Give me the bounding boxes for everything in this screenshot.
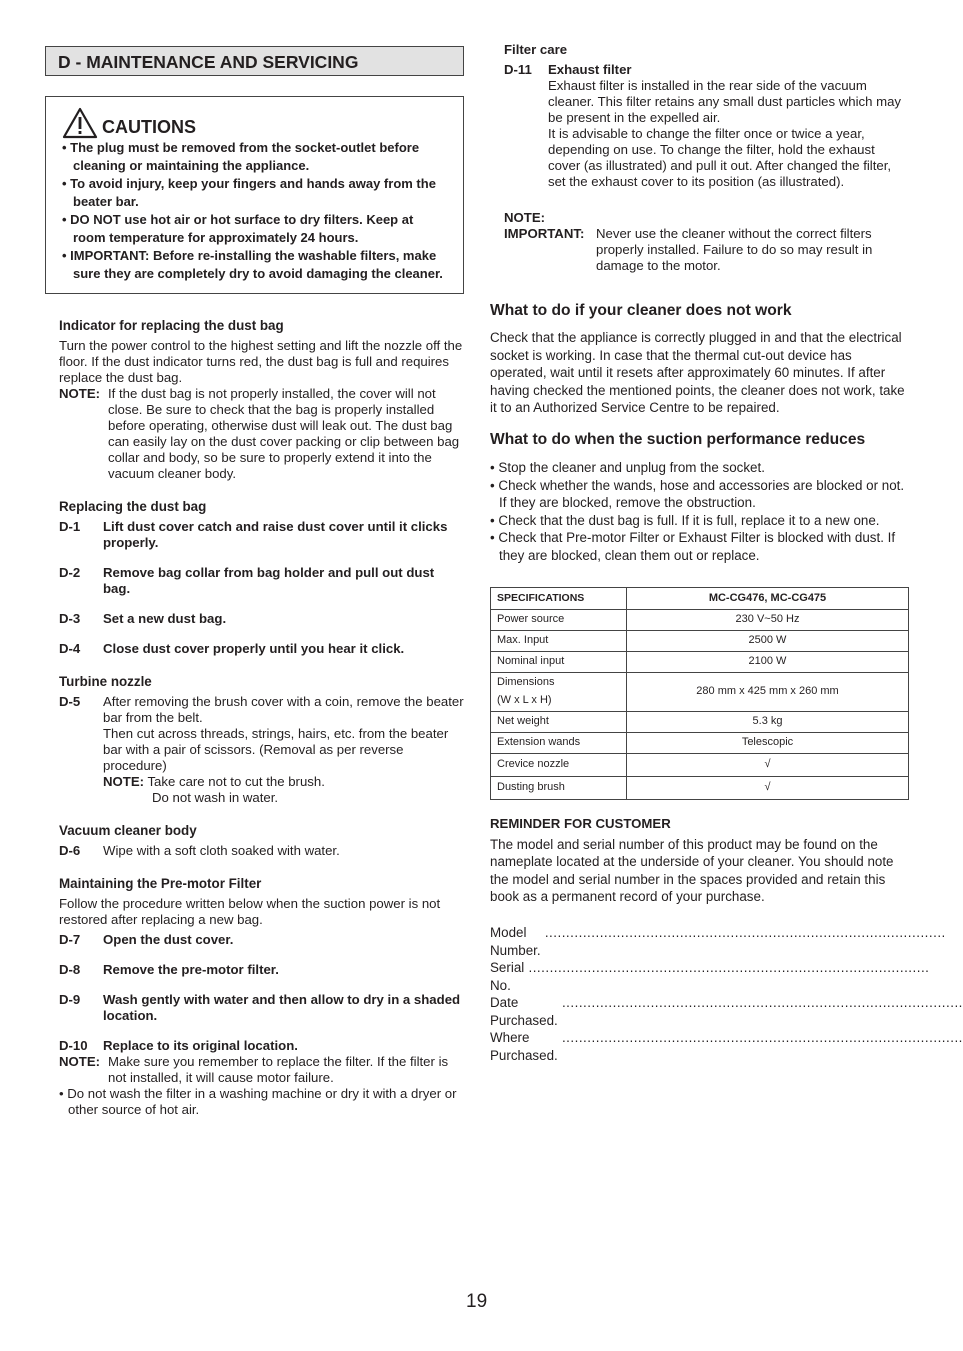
step-d8	[59, 962, 464, 978]
note-text: If the dust bag is not properly installed, the cover will not close. Be sure to check that the bag is properly installed before operating, otherwise dust will leak out. The dust bag can easily lay on the dust cover packing or clip between bag collar and body, so be sure to properly extend it into the vacuum cleaner body.	[108, 386, 460, 481]
dust-indicator-note	[59, 386, 464, 482]
field-label: Serial No.	[490, 960, 525, 993]
where-purchased-field	[490, 1029, 963, 1064]
table-header-cell: SPECIFICATIONS	[491, 587, 627, 609]
replacing-heading: Replacing the dust bag	[59, 499, 207, 514]
table-cell: 2100 W	[627, 651, 909, 672]
step-body	[103, 694, 464, 806]
step-code: D-1	[59, 519, 81, 534]
warning-triangle-icon	[62, 107, 98, 139]
note-text: Do not wash in water.	[152, 790, 279, 805]
caution-item: • IMPORTANT: Before re-installing the washable filters, make sure they are completely dry to avoid damaging the cleaner.	[62, 247, 449, 283]
table-cell: √	[627, 776, 909, 799]
table-cell: Extension wands	[491, 732, 627, 753]
step-text: Exhaust filter is installed in the rear side of the vacuum cleaner. This filter retains any small dust particles which may be present in the expelled air.	[548, 78, 902, 125]
step-text: Lift dust cover catch and raise dust cover until it clicks properly.	[103, 519, 448, 550]
filter-note-label: NOTE:	[504, 210, 546, 225]
step-text: Set a new dust bag.	[103, 611, 227, 626]
table-cell: Crevice nozzle	[491, 753, 627, 776]
step-text: Then cut across threads, strings, hairs, etc. from the beater bar with a pair of scissors. (Removal as per reverse procedure)	[103, 726, 449, 773]
field-label: Date Purchased.	[490, 995, 558, 1028]
step-d10	[59, 1038, 464, 1054]
reminder-heading: REMINDER FOR CUSTOMER	[490, 815, 671, 831]
step-d9	[59, 992, 464, 1024]
table-cell: 2500 W	[627, 630, 909, 651]
step-code: D-11	[504, 62, 532, 77]
step-text: Close dust cover properly until you hear it click.	[103, 641, 405, 656]
left-column	[45, 46, 464, 1118]
table-cell: Telescopic	[627, 732, 909, 753]
step-code: D-7	[59, 932, 81, 947]
field-line: ...............................................................................................	[557, 1030, 963, 1046]
reminder-fields	[490, 924, 963, 1065]
dust-indicator-heading: Indicator for replacing the dust bag	[59, 318, 284, 333]
step-text: Remove the pre-motor filter.	[103, 962, 279, 977]
table-cell: 280 mm x 425 mm x 260 mm	[627, 672, 909, 711]
step-d1	[59, 519, 464, 551]
field-label: Model Number.	[490, 924, 541, 958]
step-code: D-2	[59, 565, 81, 580]
step-code: D-10	[59, 1038, 88, 1053]
step-d6	[59, 843, 464, 859]
step-code: D-9	[59, 992, 81, 1007]
table-header-cell: MC-CG476, MC-CG475	[627, 587, 909, 609]
date-purchased-field	[490, 994, 963, 1029]
turbine-heading: Turbine nozzle	[59, 674, 152, 689]
reminder-text: The model and serial number of this product may be found on the nameplate located at the underside of your cleaner. You should note the model and serial number in the spaces provided and retain this book as a permanent record of your purchase.	[490, 836, 894, 905]
table-cell: Power source	[491, 609, 627, 630]
cautions-title: CAUTIONS	[102, 117, 196, 137]
important-note	[504, 226, 910, 274]
serial-number-field	[490, 959, 930, 994]
premotor-heading: Maintaining the Pre-motor Filter	[59, 876, 262, 891]
list-item: • Check that Pre-motor Filter or Exhaust Filter is blocked with dust. If they are blocked, clean them out or replace.	[490, 529, 910, 564]
table-row	[491, 651, 909, 672]
note-label: NOTE:	[59, 1054, 101, 1069]
cell-line: (W x L x H)	[497, 694, 552, 707]
field-line: ...............................................................................................	[540, 924, 946, 940]
step-d5	[59, 694, 464, 806]
table-row	[491, 776, 909, 799]
step-code: D-3	[59, 611, 81, 626]
table-row	[491, 732, 909, 753]
table-row	[491, 609, 909, 630]
table-row	[491, 630, 909, 651]
step-code: D-5	[59, 694, 81, 709]
step-code: D-6	[59, 843, 81, 858]
step-d2	[59, 565, 464, 597]
step-text: Replace to its original location.	[103, 1038, 298, 1053]
table-cell: Nominal input	[491, 651, 627, 672]
step-d7	[59, 932, 464, 948]
body-heading: Vacuum cleaner body	[59, 823, 197, 838]
field-label: Where Purchased.	[490, 1030, 558, 1064]
table-cell: Max. Input	[491, 630, 627, 651]
table-cell: 5.3 kg	[627, 711, 909, 732]
step-text: Remove bag collar from bag holder and pull out dust bag.	[103, 565, 435, 596]
caution-item: • The plug must be removed from the socket-outlet before cleaning or maintaining the appliance.	[62, 139, 449, 175]
step-code: D-8	[59, 962, 81, 977]
specifications-table	[490, 587, 909, 800]
step-code: D-4	[59, 641, 81, 656]
step-text: Wash gently with water and then allow to dry in a shaded location.	[103, 992, 461, 1023]
list-item: • Check that the dust bag is full. If it is full, replace it to a new one.	[490, 512, 910, 530]
field-line: ...............................................................................................	[524, 960, 930, 976]
step-d11	[504, 62, 910, 190]
premotor-intro: Follow the procedure written below when the suction power is not restored after replacing a new bag.	[59, 896, 441, 927]
premotor-bullet: • Do not wash the filter in a washing machine or dry it with a dryer or other source of hot air.	[59, 1086, 464, 1118]
field-line: ...............................................................................................	[557, 995, 963, 1011]
cautions-heading	[62, 103, 449, 139]
note-text: Make sure you remember to replace the filter. If the filter is not installed, it will cause motor failure.	[108, 1054, 449, 1085]
note-label: NOTE:	[103, 774, 145, 789]
table-row	[491, 672, 909, 711]
premotor-note	[59, 1054, 464, 1086]
step-text: Wipe with a soft cloth soaked with water.	[103, 843, 340, 858]
note-label: NOTE:	[59, 386, 101, 401]
caution-item: • DO NOT use hot air or hot surface to dry filters. Keep at room temperature for approximately 24 hours.	[62, 211, 449, 247]
step-d3	[59, 611, 464, 627]
table-cell: √	[627, 753, 909, 776]
model-number-field	[490, 924, 946, 959]
table-row	[491, 753, 909, 776]
cell-line: Dimensions	[497, 676, 555, 689]
left-content	[45, 318, 464, 1118]
step-text: After removing the brush cover with a coin, remove the beater bar from the belt.	[103, 694, 464, 725]
section-title: D - MAINTENANCE AND SERVICING	[45, 46, 464, 76]
list-item: • Stop the cleaner and unplug from the socket.	[490, 459, 910, 477]
table-header-row	[491, 587, 909, 609]
important-label: IMPORTANT:	[504, 226, 585, 241]
right-column	[490, 42, 963, 1065]
suction-heading: What to do when the suction performance reduces	[490, 430, 866, 448]
table-cell: Dusting brush	[491, 776, 627, 799]
not-work-heading: What to do if your cleaner does not work	[490, 302, 792, 319]
filter-care-section	[490, 42, 910, 274]
list-item: • Check whether the wands, hose and accessories are blocked or not. If they are blocked, remove the obstruction.	[490, 477, 910, 512]
suction-list	[490, 459, 910, 565]
step-text: It is advisable to change the filter once or twice a year, depending on use. To change the filter, hold the exhaust cover (as illustrated) and pull it out. After changed the filter, set the exhaust cover to its position (as illustrated).	[548, 126, 892, 189]
dust-indicator-text: Turn the power control to the highest setting and lift the nozzle off the floor. If the dust indicator turns red, the dust bag is full and requires replace the dust bag.	[59, 338, 463, 385]
table-cell: Net weight	[491, 711, 627, 732]
table-row	[491, 711, 909, 732]
note-text: Take care not to cut the brush.	[147, 774, 325, 789]
step-d4	[59, 641, 464, 657]
table-cell: 230 V~50 Hz	[627, 609, 909, 630]
table-cell	[491, 672, 627, 711]
step-text: Open the dust cover.	[103, 932, 234, 947]
important-text: Never use the cleaner without the correct filters properly installed. Failure to do so may result in damage to the motor.	[596, 226, 873, 273]
step-body	[548, 62, 910, 190]
cautions-box	[45, 96, 464, 294]
exhaust-filter-heading: Exhaust filter	[548, 62, 632, 77]
turbine-note	[103, 774, 464, 790]
not-work-text: Check that the appliance is correctly plugged in and that the electrical socket is working. In case that the thermal cut-out device has operated, wait until it resets after approximately 60 minutes. If after having checked the mentioned points, the cleaner does not work, take it to an Authorized Service Centre to be repaired.	[490, 330, 905, 416]
filter-care-heading: Filter care	[504, 42, 568, 57]
page-number: 19	[466, 1291, 488, 1312]
caution-item: • To avoid injury, keep your fingers and hands away from the beater bar.	[62, 175, 449, 211]
